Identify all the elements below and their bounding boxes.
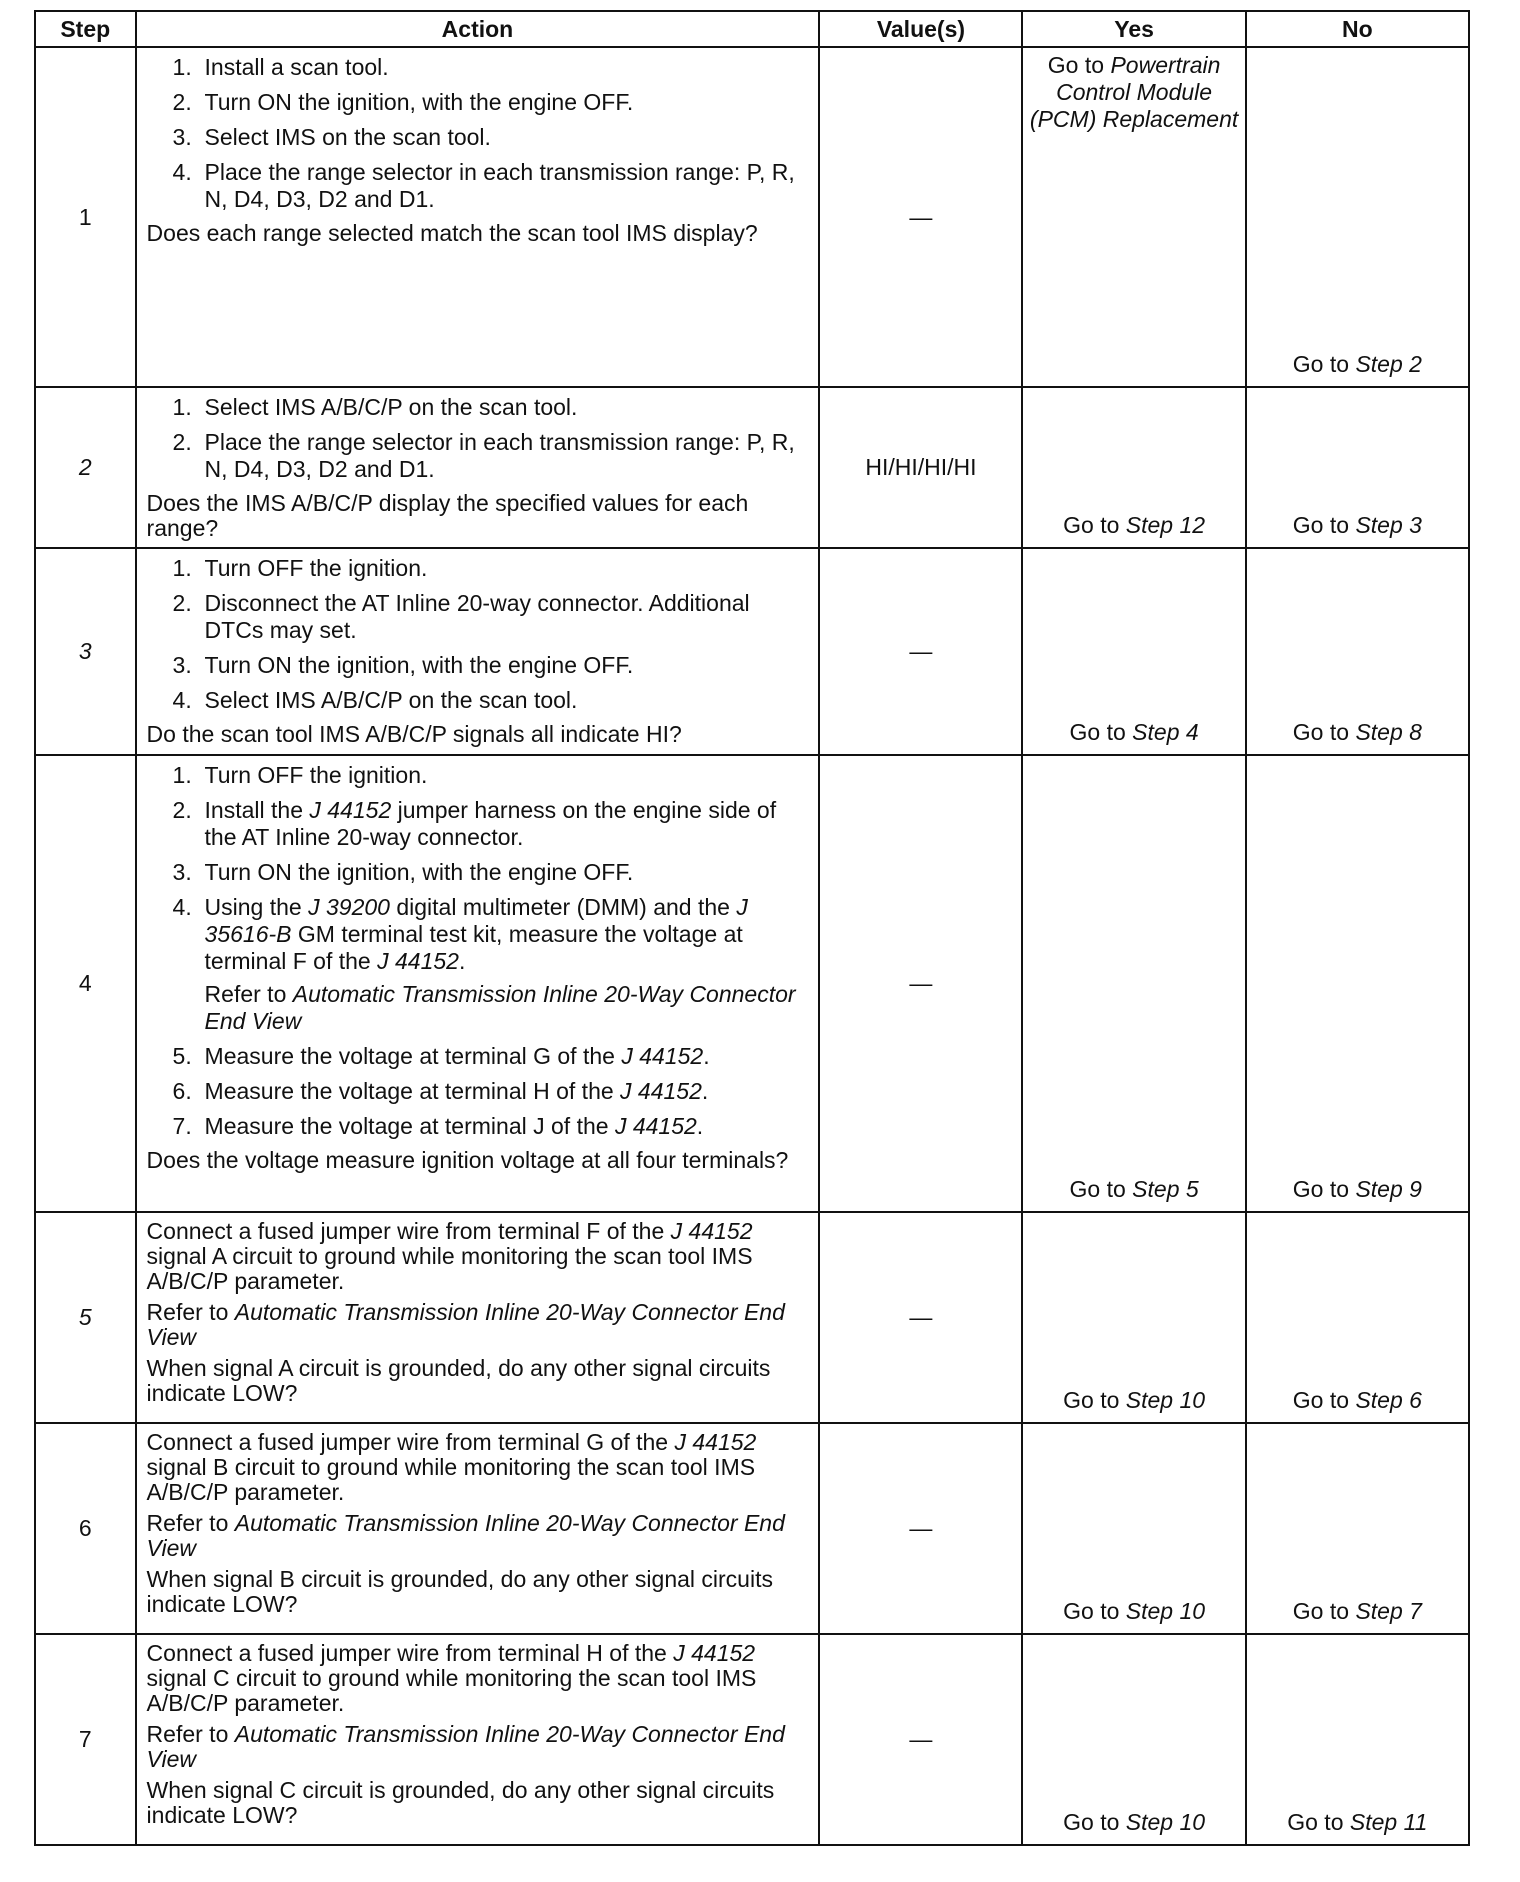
action-paragraph: Connect a fused jumper wire from terminal F of the J 44152 signal A circuit to ground while monitoring the scan tool IMS A/B/C/P parameter. xyxy=(146,1218,753,1294)
refer-link[interactable]: Automatic Transmission Inline 20-Way Connector End View xyxy=(204,981,796,1034)
step-value: — xyxy=(819,548,1022,755)
action-item: 4. Using the J 39200 digital multimeter (DMM) and the J 35616-B GM terminal test kit, measure the voltage at terminal F of the J 44152. Refer to Automatic Transmission Inline 20-Way Connector End View xyxy=(147,894,805,1035)
yes-prefix: Go to xyxy=(1063,1809,1120,1835)
yes-link[interactable]: Step 5 xyxy=(1132,1176,1199,1202)
step-value: — xyxy=(819,1423,1022,1634)
header-step: Step xyxy=(35,11,136,47)
yes-link[interactable]: Step 12 xyxy=(1125,512,1206,538)
step-question: Does each range selected match the scan tool IMS display? xyxy=(146,220,758,246)
yes-link[interactable]: Step 10 xyxy=(1125,1598,1206,1624)
no-cell xyxy=(1246,1634,1469,1845)
no-cell xyxy=(1246,1423,1469,1634)
no-link[interactable]: Step 2 xyxy=(1355,351,1422,377)
action-item: 3. Select IMS on the scan tool. xyxy=(172,124,491,150)
step-number: 4 xyxy=(35,755,136,1212)
action-item: 6. Measure the voltage at terminal H of the J 44152. xyxy=(172,1078,709,1104)
yes-cell xyxy=(1022,387,1245,548)
action-paragraph: Connect a fused jumper wire from terminal H of the J 44152 signal C circuit to ground while monitoring the scan tool IMS A/B/C/P parameter. xyxy=(146,1640,757,1716)
step-number: 7 xyxy=(35,1634,136,1845)
action-item: 1. Turn OFF the ignition. xyxy=(172,762,428,788)
step-row-4 xyxy=(35,755,1469,1212)
diagnostic-table-sheet xyxy=(34,10,1470,1846)
yes-prefix: Go to xyxy=(1069,719,1126,745)
step-action xyxy=(136,755,820,1212)
step-action xyxy=(136,1634,820,1845)
refer-link[interactable]: Automatic Transmission Inline 20-Way Connector End View xyxy=(146,1721,785,1772)
no-link[interactable]: Step 3 xyxy=(1355,512,1422,538)
step-value: — xyxy=(819,47,1022,387)
no-prefix: Go to xyxy=(1292,719,1350,745)
yes-prefix: Go to xyxy=(1063,1387,1120,1413)
yes-prefix: Go to xyxy=(1069,1176,1126,1202)
step-number: 6 xyxy=(35,1423,136,1634)
no-cell xyxy=(1246,47,1469,387)
refer-note: Refer to Automatic Transmission Inline 20-Way Connector End View xyxy=(146,1721,785,1772)
no-link[interactable]: Step 7 xyxy=(1355,1598,1422,1624)
step-value: — xyxy=(819,755,1022,1212)
step-action xyxy=(136,548,820,755)
step-question: When signal A circuit is grounded, do any other signal circuits indicate LOW? xyxy=(146,1355,771,1406)
refer-note: Refer to Automatic Transmission Inline 20-Way Connector End View xyxy=(146,1510,785,1561)
yes-link[interactable]: Step 4 xyxy=(1132,719,1199,745)
header-no: No xyxy=(1246,11,1469,47)
no-link[interactable]: Step 9 xyxy=(1355,1176,1422,1202)
step-number: 3 xyxy=(35,548,136,755)
step-value: HI/HI/HI/HI xyxy=(819,387,1022,548)
diagnostic-table xyxy=(34,10,1470,1846)
step-action xyxy=(136,387,820,548)
yes-cell xyxy=(1022,47,1245,387)
yes-link[interactable]: Powertrain Control Module (PCM) Replacement xyxy=(1029,52,1239,132)
no-cell xyxy=(1246,548,1469,755)
step-value: — xyxy=(819,1212,1022,1423)
action-paragraph: Connect a fused jumper wire from terminal G of the J 44152 signal B circuit to ground while monitoring the scan tool IMS A/B/C/P parameter. xyxy=(146,1429,757,1505)
step-question: Do the scan tool IMS A/B/C/P signals all indicate HI? xyxy=(146,721,682,747)
no-prefix: Go to xyxy=(1292,351,1350,377)
step-action xyxy=(136,1423,820,1634)
action-item: 4. Select IMS A/B/C/P on the scan tool. xyxy=(172,687,578,713)
refer-link[interactable]: Automatic Transmission Inline 20-Way Connector End View xyxy=(146,1299,785,1350)
no-cell xyxy=(1246,1212,1469,1423)
yes-cell xyxy=(1022,548,1245,755)
step-action xyxy=(136,1212,820,1423)
step-row-6 xyxy=(35,1423,1469,1634)
action-item: 7. Measure the voltage at terminal J of the J 44152. xyxy=(172,1113,704,1139)
yes-cell xyxy=(1022,755,1245,1212)
yes-cell xyxy=(1022,1423,1245,1634)
action-item: 2. Disconnect the AT Inline 20-way connector. Additional DTCs may set. xyxy=(172,590,750,643)
header-action: Action xyxy=(136,11,820,47)
no-link[interactable]: Step 11 xyxy=(1349,1809,1428,1835)
step-question: When signal C circuit is grounded, do any other signal circuits indicate LOW? xyxy=(146,1777,775,1828)
step-row-2 xyxy=(35,387,1469,548)
step-number: 2 xyxy=(35,387,136,548)
step-question: When signal B circuit is grounded, do any other signal circuits indicate LOW? xyxy=(146,1566,773,1617)
step-number: 1 xyxy=(35,47,136,387)
yes-prefix: Go to xyxy=(1063,512,1120,538)
step-row-7 xyxy=(35,1634,1469,1845)
step-question: Does the voltage measure ignition voltage at all four terminals? xyxy=(146,1147,789,1173)
step-action xyxy=(136,47,820,387)
no-prefix: Go to xyxy=(1292,1387,1350,1413)
header-values: Value(s) xyxy=(819,11,1022,47)
step-row-3 xyxy=(35,548,1469,755)
action-item: 1. Select IMS A/B/C/P on the scan tool. xyxy=(172,394,578,420)
action-item: 3. Turn ON the ignition, with the engine OFF. xyxy=(172,859,634,885)
no-cell xyxy=(1246,387,1469,548)
refer-note: Refer to Automatic Transmission Inline 20-Way Connector End View xyxy=(146,1299,785,1350)
no-prefix: Go to xyxy=(1292,1598,1350,1624)
refer-link[interactable]: Automatic Transmission Inline 20-Way Connector End View xyxy=(146,1510,785,1561)
no-prefix: Go to xyxy=(1292,1176,1350,1202)
step-question: Does the IMS A/B/C/P display the specified values for each range? xyxy=(146,490,749,541)
header-yes: Yes xyxy=(1022,11,1245,47)
action-item: 4. Place the range selector in each transmission range: P, R, N, D4, D3, D2 and D1. xyxy=(172,159,795,212)
yes-prefix: Go to xyxy=(1047,52,1105,78)
step-row-5 xyxy=(35,1212,1469,1423)
yes-link[interactable]: Step 10 xyxy=(1125,1809,1206,1835)
no-prefix: Go to xyxy=(1292,512,1350,538)
step-row-1 xyxy=(35,47,1469,387)
no-prefix: Go to xyxy=(1287,1809,1344,1835)
action-item: 1. Install a scan tool. xyxy=(172,54,389,80)
yes-link[interactable]: Step 10 xyxy=(1125,1387,1206,1413)
action-item: 5. Measure the voltage at terminal G of the J 44152. xyxy=(172,1043,710,1069)
no-link[interactable]: Step 8 xyxy=(1355,719,1422,745)
action-item: 2. Place the range selector in each transmission range: P, R, N, D4, D3, D2 and D1. xyxy=(172,429,795,482)
action-item: 1. Turn OFF the ignition. xyxy=(172,555,428,581)
header-row xyxy=(35,11,1469,47)
yes-prefix: Go to xyxy=(1063,1598,1120,1624)
action-item: 2. Install the J 44152 jumper harness on the engine side of the AT Inline 20-way connector. xyxy=(172,797,777,850)
step-value: — xyxy=(819,1634,1022,1845)
no-link[interactable]: Step 6 xyxy=(1355,1387,1422,1413)
yes-cell xyxy=(1022,1634,1245,1845)
no-cell xyxy=(1246,755,1469,1212)
action-item: 3. Turn ON the ignition, with the engine OFF. xyxy=(172,652,634,678)
refer-note: Refer to Automatic Transmission Inline 20-Way Connector End View xyxy=(204,981,796,1034)
yes-cell xyxy=(1022,1212,1245,1423)
step-number: 5 xyxy=(35,1212,136,1423)
action-item: 2. Turn ON the ignition, with the engine OFF. xyxy=(172,89,634,115)
